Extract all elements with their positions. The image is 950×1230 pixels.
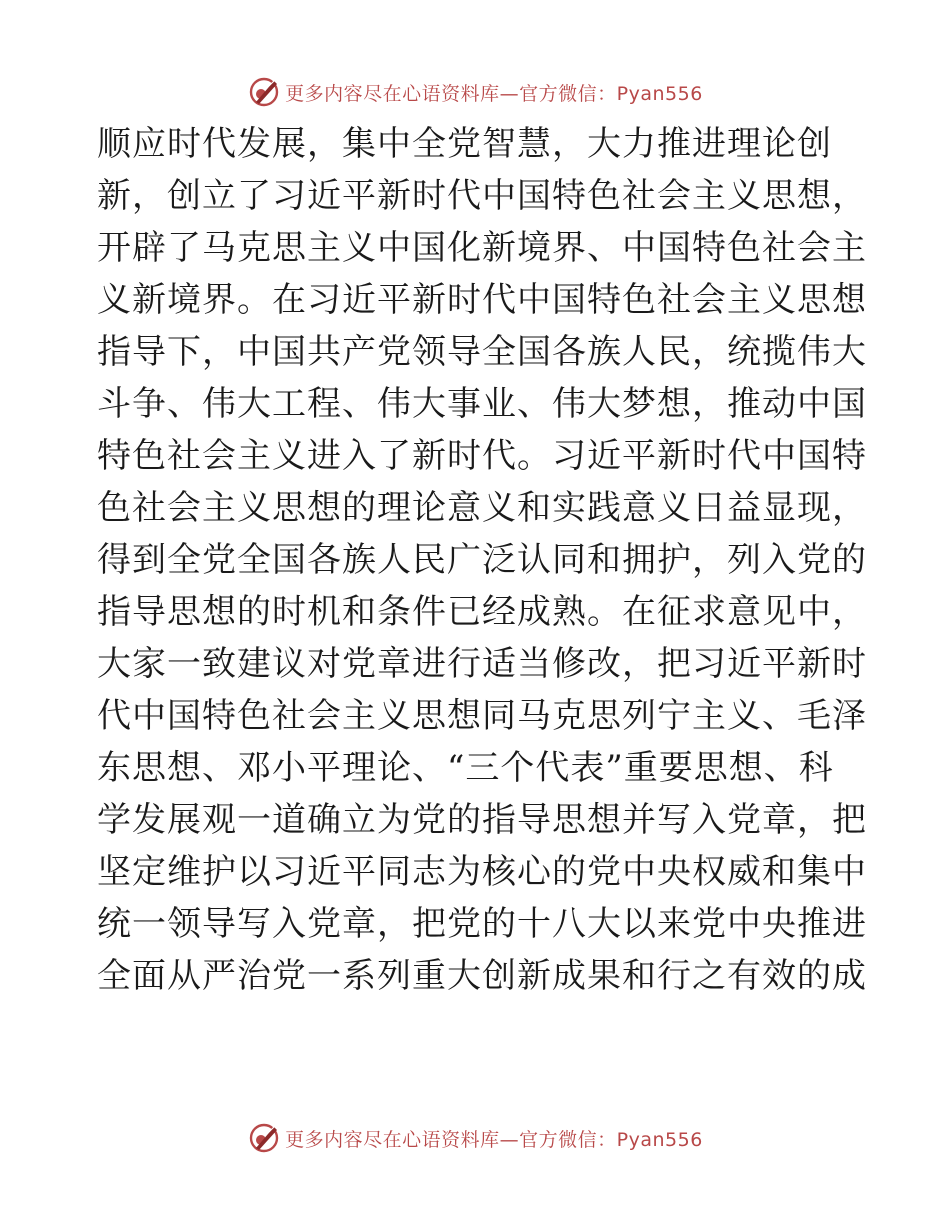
body-line: 特色社会主义进入了新时代。习近平新时代中国特 xyxy=(97,436,867,476)
quill-logo-icon xyxy=(247,1121,281,1155)
body-line: 代中国特色社会主义思想同马克思列宁主义、毛泽 xyxy=(97,696,867,736)
body-line: 学发展观一道确立为党的指导思想并写入党章，把 xyxy=(97,800,867,840)
body-line: 指导下，中国共产党领导全国各族人民，统揽伟大 xyxy=(97,332,867,372)
body-line: 东思想、邓小平理论、“三个代表”重要思想、科 xyxy=(97,748,834,788)
header-banner xyxy=(0,72,950,112)
body-line: 得到全党全国各族人民广泛认同和拥护，列入党的 xyxy=(97,540,867,580)
quill-logo-icon xyxy=(247,75,281,109)
footer-banner xyxy=(0,1118,950,1158)
body-line: 指导思想的时机和条件已经成熟。在征求意见中， xyxy=(97,592,867,632)
document-body xyxy=(97,118,867,1002)
body-line: 顺应时代发展，集中全党智慧，大力推进理论创 xyxy=(97,124,832,164)
body-line: 全面从严治党一系列重大创新成果和行之有效的成 xyxy=(97,956,867,996)
body-line: 坚定维护以习近平同志为核心的党中央权威和集中 xyxy=(97,852,867,892)
body-line: 大家一致建议对党章进行适当修改，把习近平新时 xyxy=(97,644,867,684)
body-line: 义新境界。在习近平新时代中国特色社会主义思想 xyxy=(97,280,867,320)
body-line: 斗争、伟大工程、伟大事业、伟大梦想，推动中国 xyxy=(97,384,867,424)
body-line: 新，创立了习近平新时代中国特色社会主义思想， xyxy=(97,176,867,216)
body-line: 色社会主义思想的理论意义和实践意义日益显现， xyxy=(97,488,867,528)
footer-banner-text: 更多内容尽在心语资料库—官方微信：Pyan556 xyxy=(285,1128,703,1151)
body-line: 统一领导写入党章，把党的十八大以来党中央推进 xyxy=(97,904,867,944)
body-line: 开辟了马克思主义中国化新境界、中国特色社会主 xyxy=(97,228,867,268)
header-banner-text: 更多内容尽在心语资料库—官方微信：Pyan556 xyxy=(285,82,703,105)
